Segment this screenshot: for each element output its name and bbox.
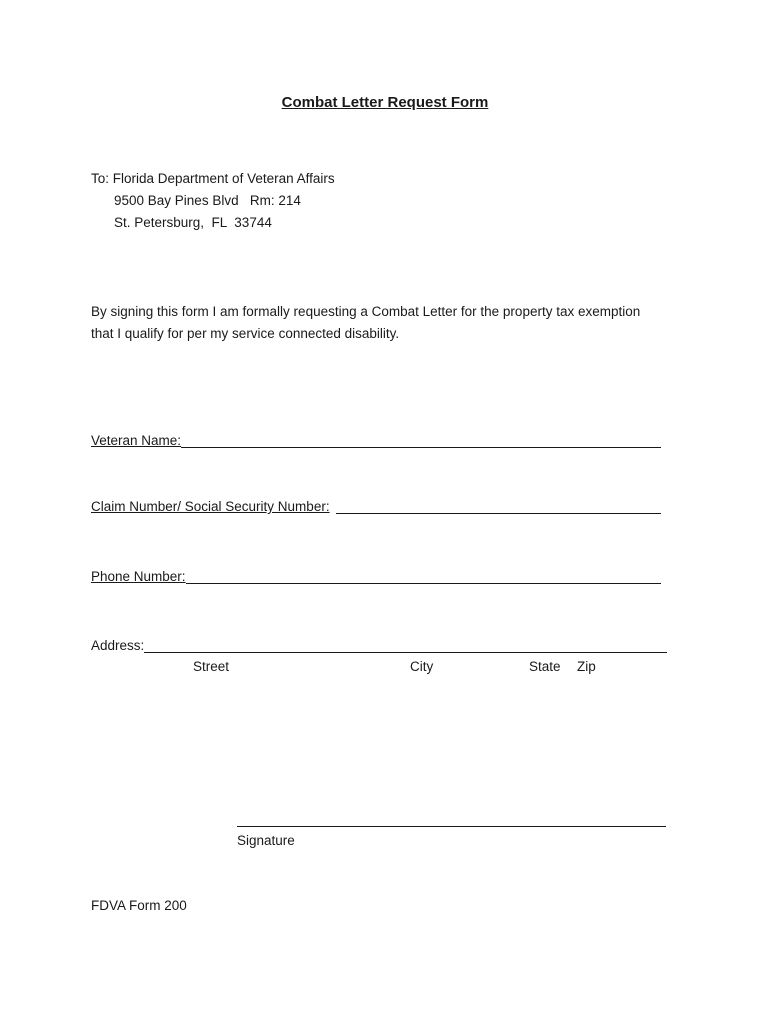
signature-caption: Signature (237, 833, 295, 848)
address-label: Address: (91, 638, 145, 653)
phone-number-field[interactable] (91, 567, 661, 585)
claim-number-input-line[interactable] (336, 513, 661, 514)
veteran-name-field[interactable] (91, 431, 661, 449)
claim-number-label: Claim Number/ Social Security Number: (91, 499, 330, 514)
recipient-line-1: To: Florida Department of Veteran Affairs (91, 171, 335, 186)
address-street-caption: Street (193, 659, 230, 674)
request-statement-line-2: that I qualify for per my service connected disability. (91, 325, 400, 341)
veteran-name-input-line[interactable] (181, 447, 661, 448)
recipient-line-2: 9500 Bay Pines Blvd Rm: 214 (114, 193, 301, 208)
address-state-caption: State (529, 659, 561, 674)
signature-line[interactable] (237, 826, 666, 827)
address-city-caption: City (410, 659, 434, 674)
recipient-line-3: St. Petersburg, FL 33744 (114, 215, 272, 230)
request-statement (91, 301, 681, 344)
veteran-name-label: Veteran Name: (91, 433, 182, 448)
form-title: Combat Letter Request Form (281, 94, 489, 111)
claim-number-field[interactable] (91, 497, 661, 515)
phone-number-input-line[interactable] (186, 583, 661, 584)
address-field[interactable] (91, 636, 667, 654)
address-zip-caption: Zip (577, 659, 596, 674)
phone-number-label: Phone Number: (91, 569, 186, 584)
form-number: FDVA Form 200 (91, 898, 187, 913)
request-statement-line-1: By signing this form I am formally requesting a Combat Letter for the property tax exemption (91, 304, 641, 319)
address-input-line[interactable] (144, 652, 667, 653)
